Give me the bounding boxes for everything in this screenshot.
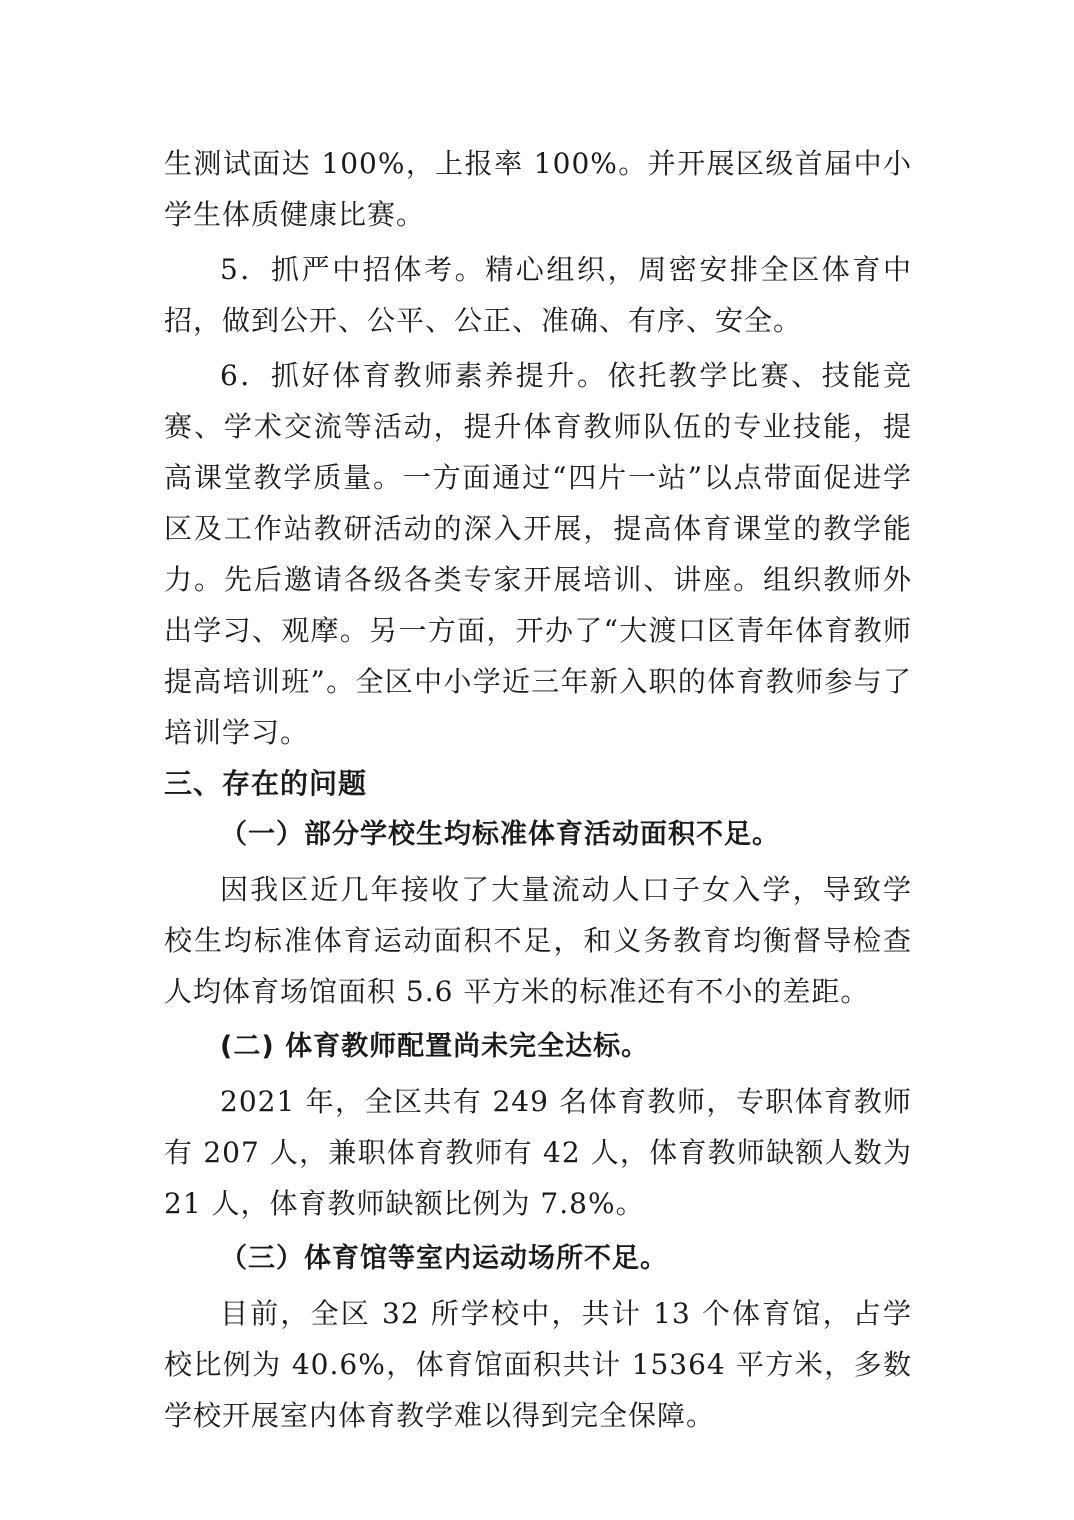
subsection-heading-2: (二) 体育教师配置尚未完全达标。 xyxy=(220,1031,650,1062)
paragraph-test-results: 生测试面达 100%，上报率 100%。并开展区级首届中小学生体质健康比赛。 xyxy=(164,147,912,231)
subsection-body-2: 2021 年，全区共有 249 名体育教师，专职体育教师有 207 人，兼职体育教师有 42 人，体育教师缺额人数为 21 人，体育教师缺额比例为 7.8%。 xyxy=(164,1085,912,1220)
document-body xyxy=(164,138,912,1441)
subsection-body-3: 目前，全区 32 所学校中，共计 13 个体育馆，占学校比例为 40.6%，体育馆面积共计 15364 平方米，多数学校开展室内体育教学难以得到完全保障。 xyxy=(164,1297,912,1432)
section-heading: 三、存在的问题 xyxy=(164,767,368,800)
paragraph-item-6: 6．抓好体育教师素养提升。依托教学比赛、技能竞赛、学术交流等活动，提升体育教师队伍的专业技能，提高课堂教学质量。一方面通过“四片一站”以点带面促进学区及工作站教研活动的深入开展，提高体育课堂的教学能力。先后邀请各级各类专家开展培训、讲座。组织教师外出学习、观摩。另一方面，开办了“大渡口区青年体育教师提高培训班”。全区中小学近三年新入职的体育教师参与了培训学习。 xyxy=(164,359,912,749)
subsection-heading-3: （三）体育馆等室内运动场所不足。 xyxy=(220,1243,668,1274)
subsection-heading-1: （一）部分学校生均标准体育活动面积不足。 xyxy=(220,819,780,850)
paragraph-item-5: 5．抓严中招体考。精心组织，周密安排全区体育中招，做到公开、公平、公正、准确、有序、安全。 xyxy=(164,253,912,337)
subsection-body-1: 因我区近几年接收了大量流动人口子女入学，导致学校生均标准体育运动面积不足，和义务教育均衡督导检查人均体育场馆面积 5.6 平方米的标准还有不小的差距。 xyxy=(164,873,912,1008)
